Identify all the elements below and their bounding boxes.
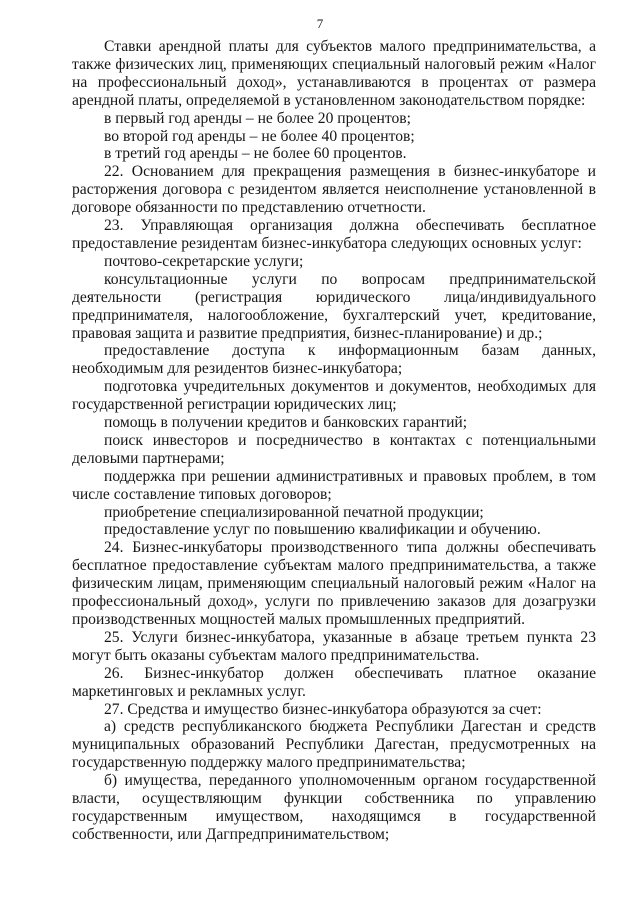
list-item-database-access: предоставление доступа к информационным базам данных, необходимым для резидентов бизнес-инкубатора; <box>72 342 596 378</box>
document-body <box>72 38 596 844</box>
paragraph-item-24: 24. Бизнес-инкубаторы производственного типа должны обеспечивать бесплатное предоставление субъектам малого предпринимательства, а также физическим лицам, применяющим специальный налоговый режим «Налог на профессиональный доход», услуги по привлечению заказов для дозагрузки производственных мощностей малых промышленных предприятий. <box>72 539 596 628</box>
list-item-postal-services: почтово-секретарские услуги; <box>104 252 304 270</box>
paragraph-item-25: 25. Услуги бизнес-инкубатора, указанные в абзаце третьем пункта 23 могут быть оказаны субъектам малого предпринимательства. <box>72 628 596 664</box>
paragraph-item-22: 22. Основанием для прекращения размещения в бизнес-инкубаторе и расторжения договора с резидентом является неисполнение установленной в договоре обязанности по представлению отчетности. <box>72 163 596 217</box>
paragraph-third-year: в третий год аренды – не более 60 процентов. <box>104 145 407 163</box>
list-item-document-preparation: подготовка учредительных документов и документов, необходимых для государственной регистрации юридических лиц; <box>72 378 596 414</box>
paragraph-rent-rates: Ставки арендной платы для субъектов малого предпринимательства, а также физических лиц, применяющих специальный налоговый режим «Налог на профессиональный доход», устанавливаются в процентах от размера арендной платы, определяемой в установленном законодательством порядке: <box>72 38 596 109</box>
paragraph-first-year: в первый год аренды – не более 20 процентов; <box>104 109 411 127</box>
paragraph-item-27: 27. Средства и имущество бизнес-инкубатора образуются за счет: <box>104 700 542 718</box>
list-item-legal-support: поддержка при решении административных и правовых проблем, в том числе составление типовых договоров; <box>72 467 596 503</box>
list-item-credit-help: помощь в получении кредитов и банковских гарантий; <box>104 414 468 432</box>
paragraph-item-27b: б) имущества, переданного уполномоченным органом государственной власти, осуществляющим функции собственника по управлению государственным имуществом, находящимся в государственной собственности, или Дагпредпринимательством; <box>72 772 596 843</box>
list-item-training: предоставление услуг по повышению квалификации и обучению. <box>104 521 541 539</box>
list-item-consulting: консультационные услуги по вопросам предпринимательской деятельности (регистрация юридического лица/индивидуального предпринимателя, налогообложение, бухгалтерский учет, кредитование, правовая защита и развитие предприятия, бизнес-планирование) и др.; <box>72 270 596 342</box>
paragraph-item-23: 23. Управляющая организация должна обеспечивать бесплатное предоставление резидентам бизнес-инкубатора следующих основных услуг: <box>72 217 596 252</box>
paragraph-second-year: во второй год аренды – не более 40 процентов; <box>104 127 415 145</box>
paragraph-item-27a: а) средств республиканского бюджета Республики Дагестан и средств муниципальных образований Республики Дагестан, предусмотренных на государственную поддержку малого предпринимательства; <box>72 718 596 772</box>
list-item-investor-search: поиск инвесторов и посредничество в контактах с потенциальными деловыми партнерами; <box>72 431 596 467</box>
page-number: 7 <box>316 16 324 31</box>
paragraph-item-26: 26. Бизнес-инкубатор должен обеспечивать платное оказание маркетинговых и рекламных услуг. <box>72 664 596 700</box>
list-item-printed-products: приобретение специализированной печатной продукции; <box>104 503 484 521</box>
